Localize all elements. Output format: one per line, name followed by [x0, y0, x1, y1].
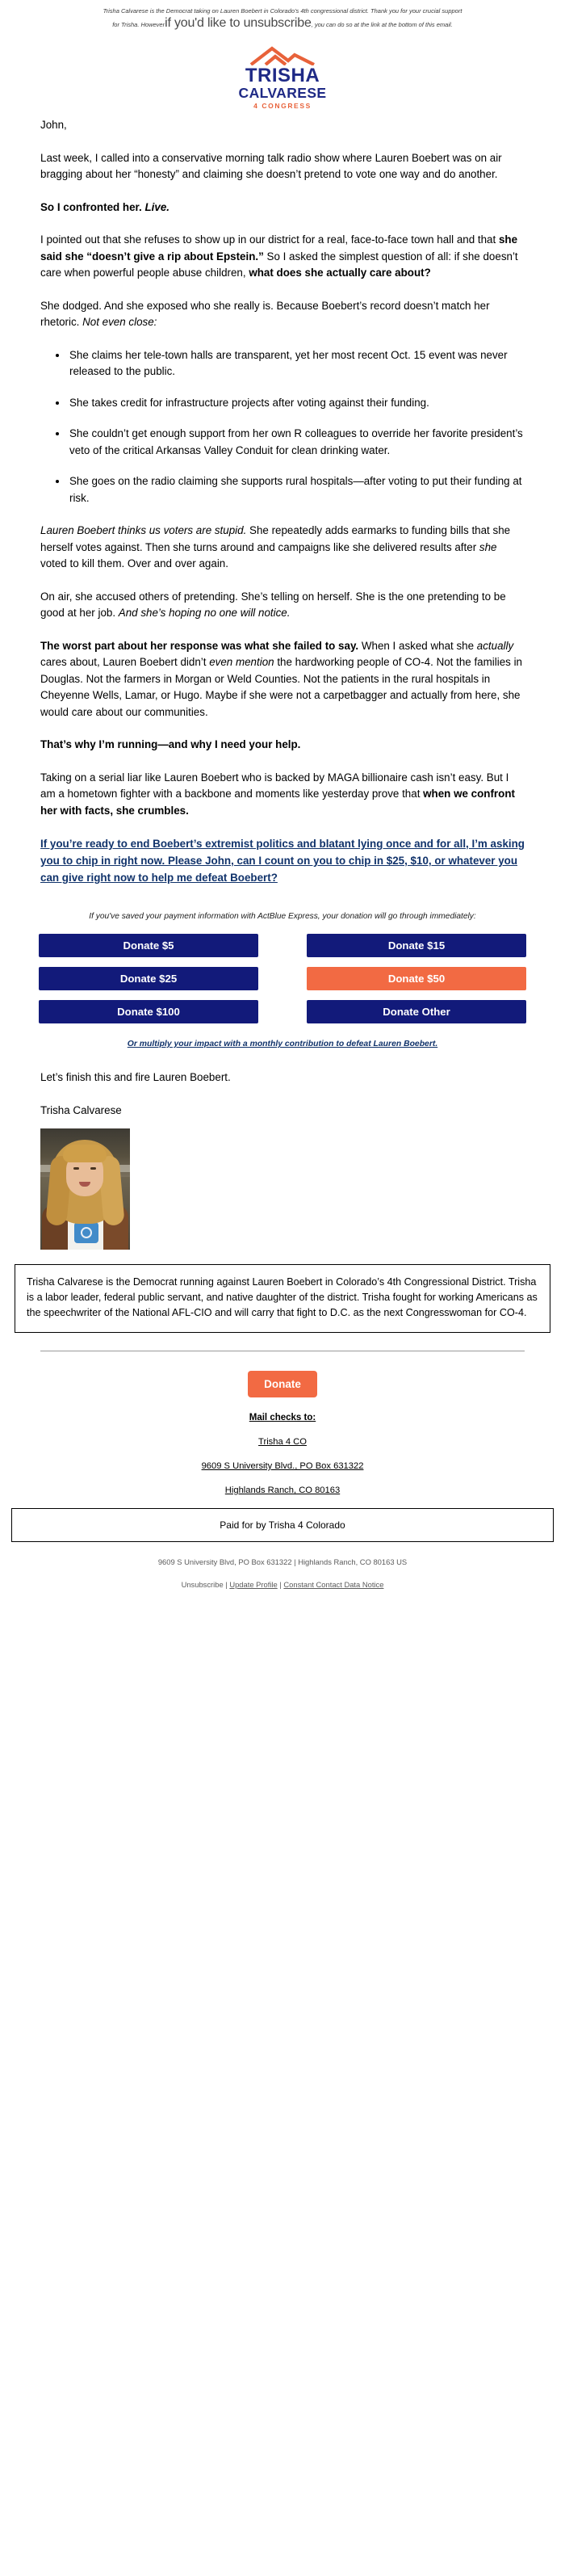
mail-checks-label: Mail checks to: [249, 1413, 316, 1422]
donate-row-3 [39, 1000, 526, 1023]
logo-tagline: 4 CONGRESS [253, 102, 312, 110]
p4-a: She dodged. And she exposed who she really is. Because Boebert’s record doesn’t match her rhetoric. [40, 299, 490, 328]
list-item: • She claims her tele-town halls are transparent, yet her most recent Oct. 15 event was never released to the public. [68, 347, 525, 380]
greeting: John, [40, 119, 67, 131]
p3-b: she said she “doesn’t give a rip about Epstein.” [40, 233, 518, 263]
mail-street: 9609 S University Blvd., PO Box 631322 [201, 1461, 364, 1471]
p9-bold: when we confront her with facts, she crumbles. [40, 788, 515, 817]
p7-c: the hardworking people of CO-4. Not the families in Douglas. Not the farmers in Morgan or Weld Counties. Not the patients in the rural hospitals in Cheyenne Wells, Lamar, or Hugo. Maybe if she were not a carpetbagger and actually from here, she would care about our communities. [40, 656, 522, 718]
link-separator-1: | [223, 1580, 230, 1589]
p5-italic-2: she [479, 540, 497, 553]
p2-bold-italic: Live. [144, 200, 170, 213]
p2-bold: So I confronted her. [40, 200, 145, 213]
paragraph-8 [40, 737, 525, 754]
update-profile-link[interactable]: Update Profile [229, 1580, 278, 1589]
letter-body [0, 117, 565, 886]
list-item: • She takes credit for infrastructure projects after voting against their funding. [68, 395, 525, 412]
letter-signoff [0, 1048, 565, 1119]
p9-a: Taking on a serial liar like Lauren Boebert who is backed by MAGA billionaire cash isn’t easy. But I am a hometown fighter with a backbone and moments like yesterday prove that [40, 771, 509, 800]
bio-text: Trisha Calvarese is the Democrat running against Lauren Boebert in Colorado’s 4th Congressional District. Trisha is a labor leader, federal public servant, and native daughter of the district. Trisha fought for working Americans as the speechwriter of the National AFL-CIO and will carry that fight to D.C. as the next Congresswoman for CO-4. [27, 1276, 538, 1318]
preheader-line-2 [15, 17, 550, 32]
logo-last-name: CALVARESE [238, 85, 327, 101]
logo-first-name: TRISHA [245, 65, 320, 86]
logo-header [0, 35, 565, 117]
preheader-small-a: for Trisha. However [112, 21, 165, 28]
p6-italic: And she’s hoping no one will notice. [118, 607, 291, 619]
p3-c: So I asked the simplest question of all: if she doesn’t care when powerful people abuse children, [40, 250, 518, 279]
mail-city: Highlands Ranch, CO 80163 [224, 1486, 341, 1495]
mountain-icon [248, 46, 317, 65]
p8-bold: That’s why I’m running—and why I need your help. [40, 738, 301, 750]
photo-block [0, 1127, 565, 1250]
donate-50-button[interactable]: Donate $50 [307, 967, 526, 990]
closing-line: Let’s finish this and fire Lauren Boebert. [40, 1071, 231, 1083]
donate-15-button[interactable]: Donate $15 [307, 934, 526, 957]
unsubscribe-link[interactable]: Unsubscribe [181, 1580, 224, 1589]
preheader [0, 0, 565, 35]
donate-25-button[interactable]: Donate $25 [39, 967, 258, 990]
p7-italic: actually [476, 639, 514, 652]
p7-italic-2: even mention [209, 656, 274, 668]
footer-donate-wrap [0, 1351, 565, 1397]
chip-in-cta-link[interactable]: If you’re ready to end Boebert’s extremist politics and blatant lying once and for all, I’m asking you to chip in right now. Please John, can I count on you to chip in $25, $10, or whatever you can give right now to help me defeat Boebert? [40, 838, 525, 884]
paid-for-disclaimer: Paid for by Trisha 4 Colorado [11, 1508, 554, 1542]
monthly-contribution-link[interactable]: Or multiply your impact with a monthly contribution to defeat Lauren Boebert. [127, 1040, 438, 1048]
mail-street-line [0, 1447, 565, 1471]
donate-row-1 [39, 934, 526, 957]
mail-org: Trisha 4 CO [258, 1437, 307, 1447]
candidate-photo [40, 1128, 130, 1250]
signature-name: Trisha Calvarese [40, 1103, 122, 1116]
p6-a: On air, she accused others of pretending. She’s telling on herself. She is the one pretending to be good at her job. [40, 590, 506, 619]
preheader-small-b: , you can do so at the link at the bottom of this email. [311, 21, 453, 28]
paragraph-5 [40, 523, 525, 573]
p7-bold: The worst part about her response was what she failed to say. [40, 639, 359, 652]
mail-city-line [0, 1471, 565, 1495]
legal-address: 9609 S University Blvd, PO Box 631322 | Highlands Ranch, CO 80163 US [157, 1557, 408, 1566]
list-item: • She couldn’t get enough support from her own R colleagues to override her favorite president’s veto of the critical Arkansas Valley Conduit for clean drinking water. [68, 426, 525, 459]
bio-box [15, 1264, 550, 1333]
paragraph-7 [40, 638, 525, 721]
p3-a: I pointed out that she refuses to show up in our district for a real, face-to-face town hall and that [40, 233, 499, 246]
footer-links [0, 1568, 565, 1603]
paragraph-6 [40, 589, 525, 622]
record-bullet-list [40, 347, 525, 507]
data-notice-link[interactable]: Constant Contact Data Notice [283, 1580, 384, 1589]
preheader-line-1: Trisha Calvarese is the Democrat taking on Lauren Boebert in Colorado's 4th congressional district. Thank you for your crucial support [103, 7, 462, 15]
link-separator-2: | [277, 1580, 284, 1589]
p3-d: what does she actually care about? [249, 267, 431, 279]
paragraph-4 [40, 298, 525, 331]
p4-italic: Not even close: [82, 316, 157, 328]
p5-b: voted to kill them. Over and over again. [40, 557, 228, 569]
mail-org-line [0, 1422, 565, 1447]
footer-donate-button[interactable]: Donate [248, 1371, 317, 1397]
actblue-express-note: If you've saved your payment information with ActBlue Express, your donation will go through immediately: [89, 912, 476, 921]
donate-button-grid [0, 922, 565, 1048]
donate-5-button[interactable]: Donate $5 [39, 934, 258, 957]
p7-b: cares about, Lauren Boebert didn’t [40, 656, 210, 668]
p5-italic: Lauren Boebert thinks us voters are stupid. [40, 524, 247, 536]
paragraph-2 [40, 200, 525, 216]
donate-100-button[interactable]: Donate $100 [39, 1000, 258, 1023]
donate-other-button[interactable]: Donate Other [307, 1000, 526, 1023]
paragraph-3 [40, 232, 525, 282]
p7-a: When I asked what she [358, 639, 477, 652]
donate-row-2 [39, 967, 526, 990]
preheader-unsubscribe-emphasis: if you'd like to unsubscribe [165, 16, 312, 30]
p5-a: She repeatedly adds earmarks to funding bills that she herself votes against. Then she turns around and campaigns like she delivered results after [40, 524, 511, 553]
campaign-logo[interactable] [239, 46, 327, 111]
paragraph-9 [40, 770, 525, 820]
paragraph-1: Last week, I called into a conservative morning talk radio show where Lauren Boebert was on air bragging about her “honesty” and claiming she doesn’t pretend to vote one way and do another. [40, 151, 502, 180]
list-item: • She goes on the radio claiming she supports rural hospitals—after voting to put their funding at risk. [68, 473, 525, 506]
